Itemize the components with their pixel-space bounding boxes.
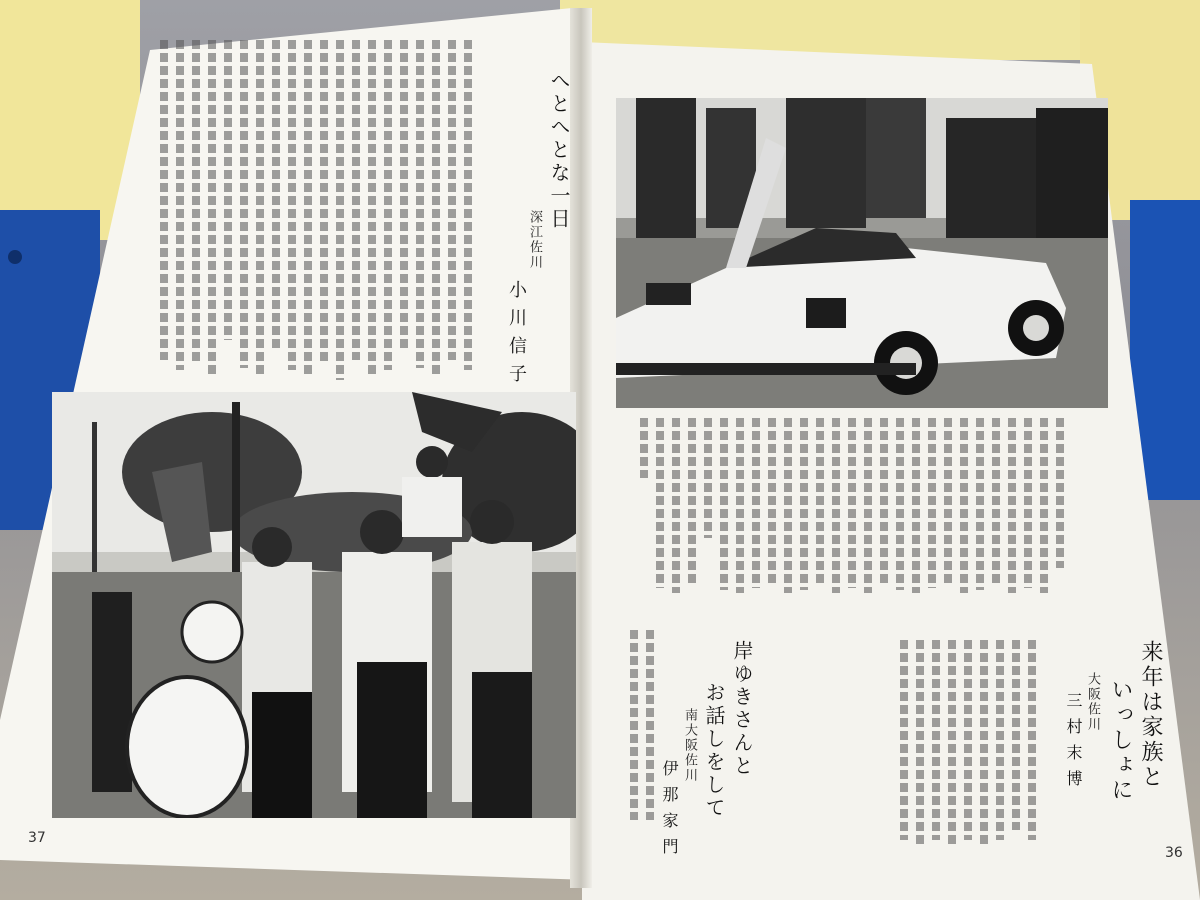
author-affiliation-right: 大阪佐川 bbox=[1085, 672, 1100, 732]
author-name-right: 三村末博 bbox=[1064, 692, 1083, 796]
cheer-squad-illustration bbox=[52, 392, 576, 818]
cheer-squad-photo bbox=[52, 392, 576, 818]
page-number-right: 36 bbox=[1165, 845, 1183, 861]
body-text-left bbox=[150, 40, 550, 390]
article3-title-line2: お話しをして bbox=[702, 682, 726, 820]
article3-affiliation: 南大阪佐川 bbox=[682, 708, 697, 783]
binder-hole bbox=[8, 250, 22, 264]
article-title-right-line2: いっしょに bbox=[1108, 678, 1133, 803]
page-number-left: 37 bbox=[28, 830, 46, 846]
body-text-right-top bbox=[620, 418, 1090, 618]
article-title-right-line1: 来年は家族と bbox=[1138, 640, 1163, 790]
article3-author: 伊那家門 bbox=[660, 760, 679, 864]
article3-title-line1: 岸ゆきさんと bbox=[730, 640, 754, 778]
article-title-left: へとへとな一日 bbox=[547, 70, 571, 231]
sports-car-photo bbox=[616, 98, 1108, 408]
author-affiliation-left: 深江佐川 bbox=[527, 210, 542, 270]
sports-car-illustration bbox=[616, 98, 1108, 408]
author-name-left: 小川信子 bbox=[506, 280, 527, 392]
